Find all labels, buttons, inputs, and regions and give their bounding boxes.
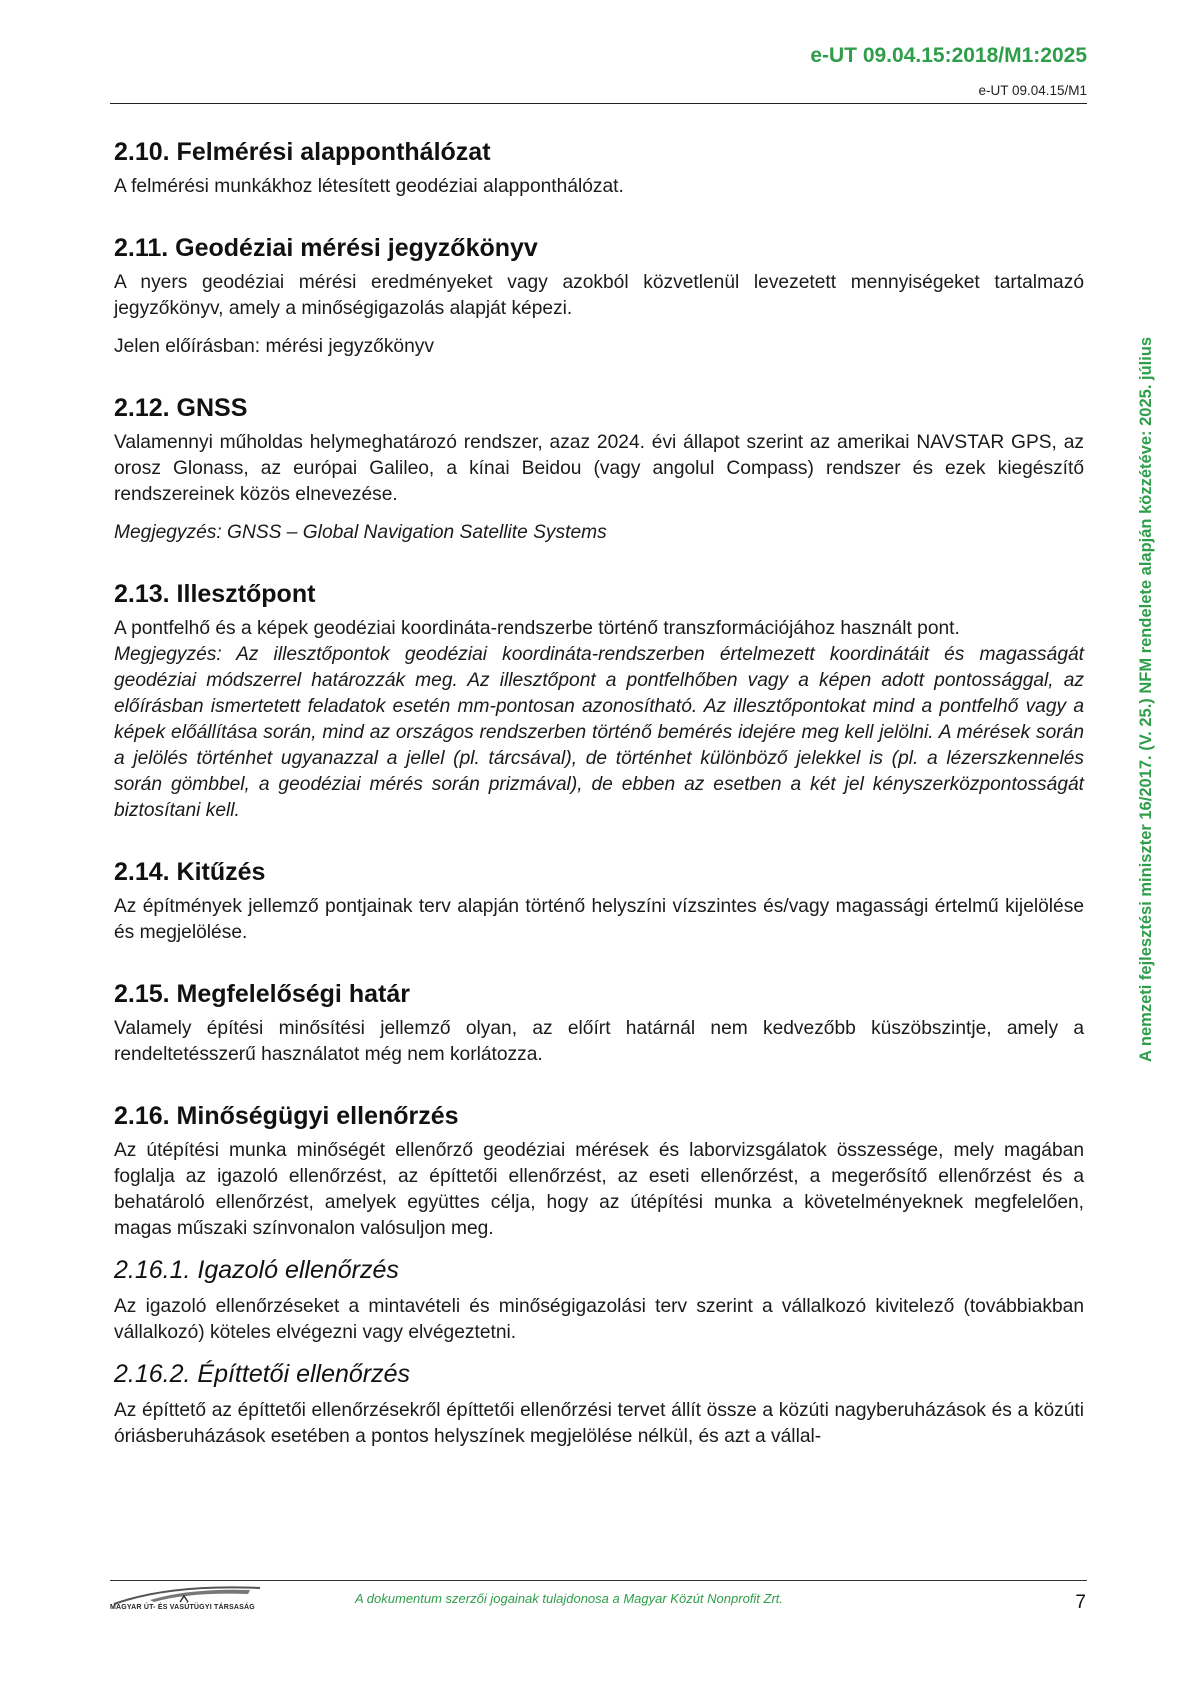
header-divider: [110, 103, 1087, 104]
paragraph: Valamennyi műholdas helymeghatározó rendszer, azaz 2024. évi állapot szerint az amerikai NAVSTAR GPS, az orosz Glonass, az európai Galileo, a kínai Beidou (vagy angolul Compass) rendszer és ezek kiegészítő rendszereinek közös elnevezése.: [114, 432, 1084, 505]
section-2-16-2: [114, 1360, 1084, 1450]
document-code: e-UT 09.04.15:2018/M1:2025: [810, 44, 1087, 67]
paragraph: A felmérési munkákhoz létesített geodéziai alapponthálózat.: [114, 176, 624, 197]
paragraph: A nyers geodéziai mérési eredményeket vagy azokból közvetlenül levezetett mennyiségeket tartalmazó jegyzőkönyv, amely a minőségigazolás alapját képezi.: [114, 272, 1084, 319]
subsection-heading: 2.16.1. Igazoló ellenőrzés: [114, 1256, 399, 1284]
section-2-14: [114, 858, 1084, 946]
section-heading: 2.13. Illesztőpont: [114, 580, 316, 608]
paragraph: Az építtető az építtetői ellenőrzésekről építtetői ellenőrzési tervet állít össze a közúti nagyberuházások és a közúti óriásberuházások esetében a pontos helyszínek megjelölése nélkül, és azt a vállal-: [114, 1400, 1084, 1447]
section-2-10: [114, 138, 1084, 200]
section-2-16: [114, 1102, 1084, 1242]
page-number: 7: [1075, 1592, 1086, 1613]
paragraph: A pontfelhő és a képek geodéziai koordináta-rendszerbe történő transzformációjához használt pont.: [114, 618, 960, 639]
section-heading: 2.14. Kitűzés: [114, 858, 266, 886]
paragraph: Az építmények jellemző pontjainak terv alapján történő helyszíni vízszintes és/vagy magassági értelmű kijelölése és megjelölése.: [114, 896, 1084, 943]
section-heading: 2.11. Geodéziai mérési jegyzőkönyv: [114, 234, 538, 262]
logo-text: MAGYAR ÚT- ÉS VASÚTÜGYI TÁRSASÁG: [110, 1604, 255, 1611]
section-2-11: [114, 234, 1084, 360]
road-swoosh-icon: [110, 1582, 270, 1606]
section-2-16-1: [114, 1256, 1084, 1346]
paragraph: Az igazoló ellenőrzéseket a mintavételi és minőségigazolási terv szerint a vállalkozó kivitelező (továbbiakban vállalkozó) köteles elvégezni vagy elvégeztetni.: [114, 1296, 1084, 1343]
section-heading: 2.16. Minőségügyi ellenőrzés: [114, 1102, 459, 1130]
section-2-13: [114, 580, 1084, 824]
section-heading: 2.10. Felmérési alapponthálózat: [114, 138, 491, 166]
paragraph: Valamely építési minősítési jellemző olyan, az előírt határnál nem kedvezőbb küszöbszintje, amely a rendeltetésszerű használatot még nem korlátozza.: [114, 1018, 1084, 1065]
association-logo: [110, 1582, 270, 1616]
paragraph: Az útépítési munka minőségét ellenőrző geodéziai mérések és laborvizsgálatok összessége, mely magában foglalja az igazoló ellenőrzést, az építtetői ellenőrzést, az eseti ellenőrzést, a megerősítő ellenőrzést és a behatároló ellenőrzést, amelyek együttes célja, hogy az útépítési munka a követelményeknek megfelelően, magas műszaki színvonalon valósuljon meg.: [114, 1140, 1084, 1239]
footer-divider: [110, 1580, 1087, 1581]
copyright-notice: A dokumentum szerzői jogainak tulajdonosa a Magyar Közút Nonprofit Zrt.: [355, 1591, 784, 1606]
subsection-heading: 2.16.2. Építtetői ellenőrzés: [114, 1360, 411, 1388]
section-heading: 2.12. GNSS: [114, 394, 248, 422]
side-publication-note: A nemzeti fejlesztési miniszter 16/2017. (V. 25.) NFM rendelete alapján közzétéve: 2025. július: [1137, 336, 1155, 1062]
note-paragraph: Megjegyzés: Az illesztőpontok geodéziai koordináta-rendszerben értelmezett koordinátáit és magasságát geodéziai módszerrel határozzák meg. Az illesztőpont a pontfelhőben vagy a képen adott pontossággal, az előírásban ismertetett feladatok esetén mm-pontosan azonosítható. Az illesztőpontokat mind a pontfelhő vagy a képek előállítása során, mind az országos rendszerben történő bemérés idejére meg kell jelölni. A mérések során a jelölés történhet ugyanazzal a jellel (pl. tárcsával), de történhet különböző jelekkel is (pl. a lézerszkennelés során gömbbel, a geodéziai mérés során prizmával), de ebben az esetben a két jel kényszerközpontosságát biztosítani kell.: [114, 644, 1084, 821]
page-content: [114, 138, 1084, 1464]
paragraph: Jelen előírásban: mérési jegyzőkönyv: [114, 336, 434, 357]
document-subcode: e-UT 09.04.15/M1: [978, 83, 1087, 98]
note-paragraph: Megjegyzés: GNSS – Global Navigation Satellite Systems: [114, 522, 607, 543]
section-2-15: [114, 980, 1084, 1068]
section-2-12: [114, 394, 1084, 546]
section-heading: 2.15. Megfelelőségi határ: [114, 980, 410, 1008]
